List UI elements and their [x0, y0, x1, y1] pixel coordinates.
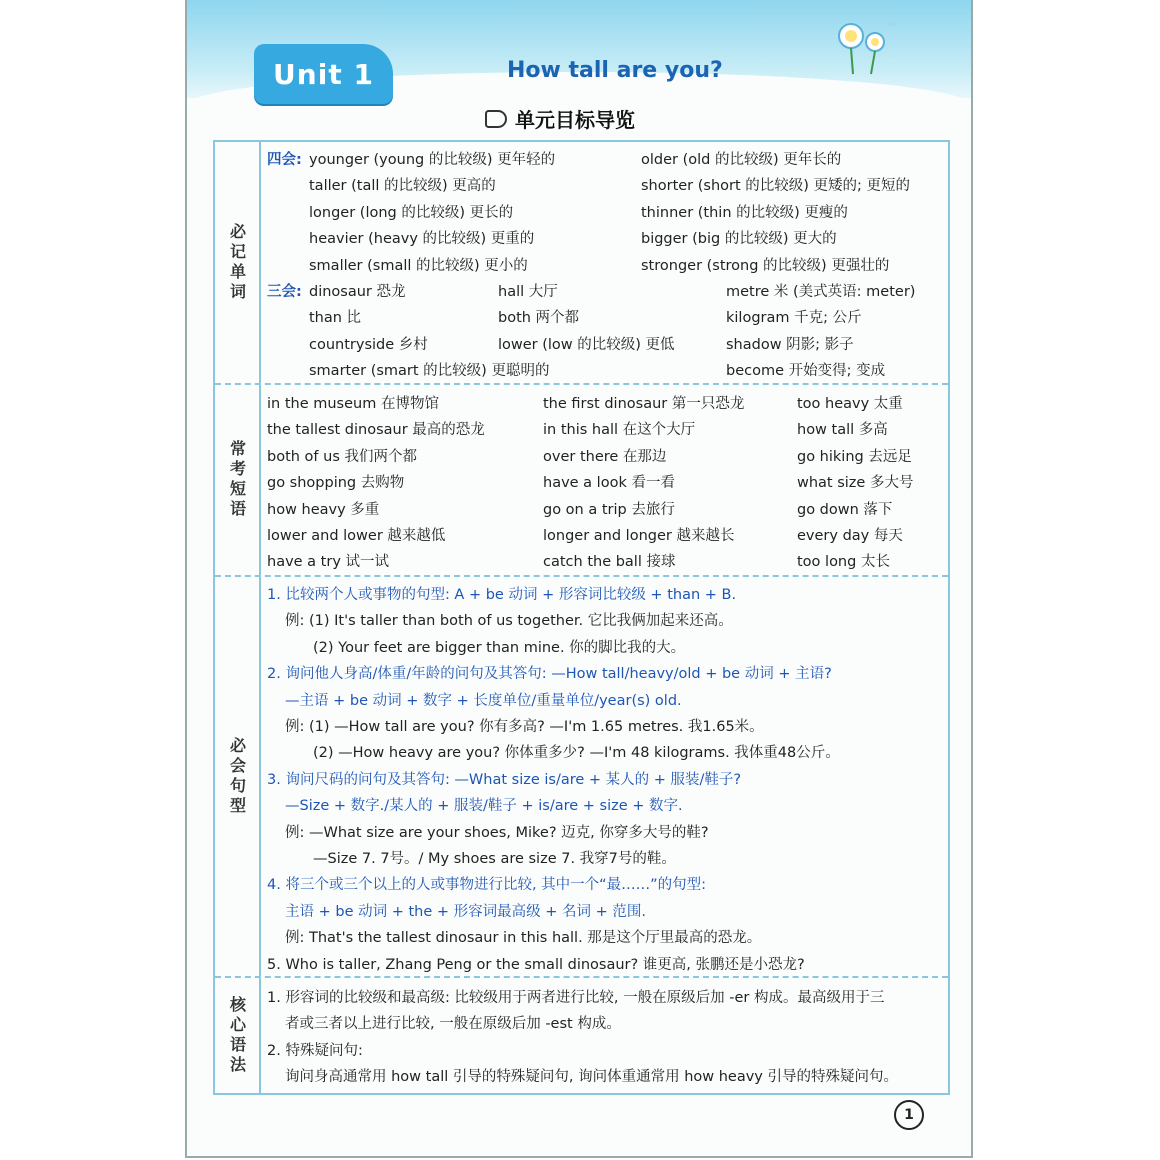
three-tag: 三会:: [267, 284, 302, 300]
phrase-entry: how heavy 多重: [267, 501, 380, 518]
page: [185, 0, 973, 1158]
sentence-line: 4. 将三个或三个以上的人或事物进行比较, 其中一个“最……”的句型:: [267, 877, 707, 894]
word-entry: hall 大厅: [498, 284, 558, 300]
sentence-line: 主语 + be 动词 + the + 形容词最高级 + 名词 + 范围.: [285, 903, 646, 920]
phrase-entry: every day 每天: [797, 528, 903, 544]
section-sentences: [215, 577, 948, 978]
sentences-content: [267, 577, 942, 976]
phrase-entry: lower and lower 越来越低: [267, 528, 446, 544]
word-entry: smarter (smart 的比较级) 更聪明的: [309, 363, 550, 380]
overview-heading: [485, 104, 635, 133]
grammar-content: [267, 978, 942, 1093]
phrase-entry: go shopping 去购物: [267, 475, 405, 492]
section-label: 必记单词: [215, 142, 261, 383]
grammar-line: 2. 特殊疑问句:: [267, 1042, 363, 1059]
phrase-entry: both of us 我们两个都: [267, 448, 417, 465]
word-entry: younger (young 的比较级) 更年轻的: [309, 152, 556, 168]
word-entry: heavier (heavy 的比较级) 更重的: [309, 231, 535, 248]
section-label: 常考短语: [215, 385, 261, 575]
word-entry: dinosaur 恐龙: [309, 284, 406, 300]
phrase-entry: the first dinosaur 第一只恐龙: [543, 396, 745, 412]
overview-table: [213, 140, 950, 1095]
four-tag: 四会:: [267, 152, 302, 168]
flower-icon: [829, 16, 899, 76]
phrase-entry: over there 在那边: [543, 448, 667, 465]
phrase-entry: longer and longer 越来越长: [543, 528, 735, 544]
pointing-hand-icon: [485, 110, 507, 128]
words-content: [267, 142, 942, 383]
sentence-line: 5. Who is taller, Zhang Peng or the small dinosaur? 谁更高, 张鹏还是小恐龙?: [267, 956, 805, 973]
word-entry: taller (tall 的比较级) 更高的: [309, 178, 496, 195]
grammar-line: 1. 形容词的比较级和最高级: 比较级用于两者进行比较, 一般在原级后加 -er 构成。最高级用于三: [267, 990, 885, 1006]
sentence-line: (2) —How heavy are you? 你体重多少? —I'm 48 kilograms. 我体重48公斤。: [313, 745, 840, 762]
sentence-line: —Size + 数字./某人的 + 服装/鞋子 + is/are + size + 数字.: [285, 798, 683, 815]
phrase-entry: go hiking 去远足: [797, 448, 912, 465]
phrase-entry: how tall 多高: [797, 422, 888, 439]
word-entry: metre 米 (美式英语: meter): [726, 284, 916, 300]
unit-title: How tall are you?: [507, 58, 723, 83]
section-words: [215, 142, 948, 385]
word-entry: lower (low 的比较级) 更低: [498, 336, 675, 353]
phrase-entry: too heavy 太重: [797, 396, 903, 412]
word-entry: kilogram 千克; 公斤: [726, 310, 862, 327]
word-entry: stronger (strong 的比较级) 更强壮的: [641, 257, 890, 274]
section-label: 必会句型: [215, 577, 261, 976]
word-entry: thinner (thin 的比较级) 更瘦的: [641, 204, 848, 221]
word-entry: shadow 阴影; 影子: [726, 336, 854, 353]
word-entry: countryside 乡村: [309, 336, 428, 353]
word-entry: older (old 的比较级) 更年长的: [641, 152, 842, 168]
grammar-line: 询问身高通常用 how tall 引导的特殊疑问句, 询问体重通常用 how heavy 引导的特殊疑问句。: [285, 1069, 898, 1086]
unit-tab: Unit 1: [254, 44, 393, 104]
phrase-entry: have a look 看一看: [543, 475, 675, 492]
sentence-line: 3. 询问尺码的问句及其答句: —What size is/are + 某人的 + 服装/鞋子?: [267, 771, 742, 788]
word-entry: bigger (big 的比较级) 更大的: [641, 231, 837, 248]
grammar-line: 者或三者以上进行比较, 一般在原级后加 -est 构成。: [285, 1016, 621, 1033]
word-entry: than 比: [309, 310, 362, 327]
phrase-entry: the tallest dinosaur 最高的恐龙: [267, 422, 485, 439]
sentence-line: 2. 询问他人身高/体重/年龄的问句及其答句: —How tall/heavy/old + be 动词 + 主语?: [267, 666, 832, 683]
overview-title: 单元目标导览: [515, 108, 635, 132]
sentence-line: 例: That's the tallest dinosaur in this hall. 那是这个厅里最高的恐龙。: [285, 930, 762, 947]
phrase-entry: too long 太长: [797, 554, 890, 571]
section-label: 核心语法: [215, 978, 261, 1093]
sentence-line: —Size 7. 7号。/ My shoes are size 7. 我穿7号的鞋。: [313, 851, 676, 867]
word-entry: become 开始变得; 变成: [726, 363, 886, 380]
phrase-entry: go down 落下: [797, 501, 893, 518]
word-entry: both 两个都: [498, 310, 580, 327]
word-entry: shorter (short 的比较级) 更矮的; 更短的: [641, 178, 911, 195]
sentence-line: (2) Your feet are bigger than mine. 你的脚比我的大。: [313, 639, 686, 656]
phrase-entry: have a try 试一试: [267, 554, 390, 571]
phrase-entry: in the museum 在博物馆: [267, 396, 439, 412]
sentence-line: 例: (1) It's taller than both of us together. 它比我俩加起来还高。: [285, 613, 733, 630]
section-phrases: [215, 385, 948, 577]
phrase-entry: catch the ball 接球: [543, 554, 676, 571]
phrase-entry: go on a trip 去旅行: [543, 501, 675, 518]
word-entry: longer (long 的比较级) 更长的: [309, 204, 514, 221]
section-grammar: [215, 978, 948, 1093]
word-entry: smaller (small 的比较级) 更小的: [309, 257, 528, 274]
page-number: 1: [894, 1100, 924, 1130]
phrase-entry: in this hall 在这个大厅: [543, 422, 696, 439]
sentence-line: 1. 比较两个人或事物的句型: A + be 动词 + 形容词比较级 + than + B.: [267, 587, 737, 603]
sentence-line: 例: (1) —How tall are you? 你有多高? —I'm 1.65 metres. 我1.65米。: [285, 719, 764, 735]
sentence-line: 例: —What size are your shoes, Mike? 迈克, 你穿多大号的鞋?: [285, 824, 709, 841]
phrases-content: [267, 385, 942, 575]
sentence-line: —主语 + be 动词 + 数字 + 长度单位/重量单位/year(s) old.: [285, 692, 682, 709]
phrase-entry: what size 多大号: [797, 475, 914, 492]
